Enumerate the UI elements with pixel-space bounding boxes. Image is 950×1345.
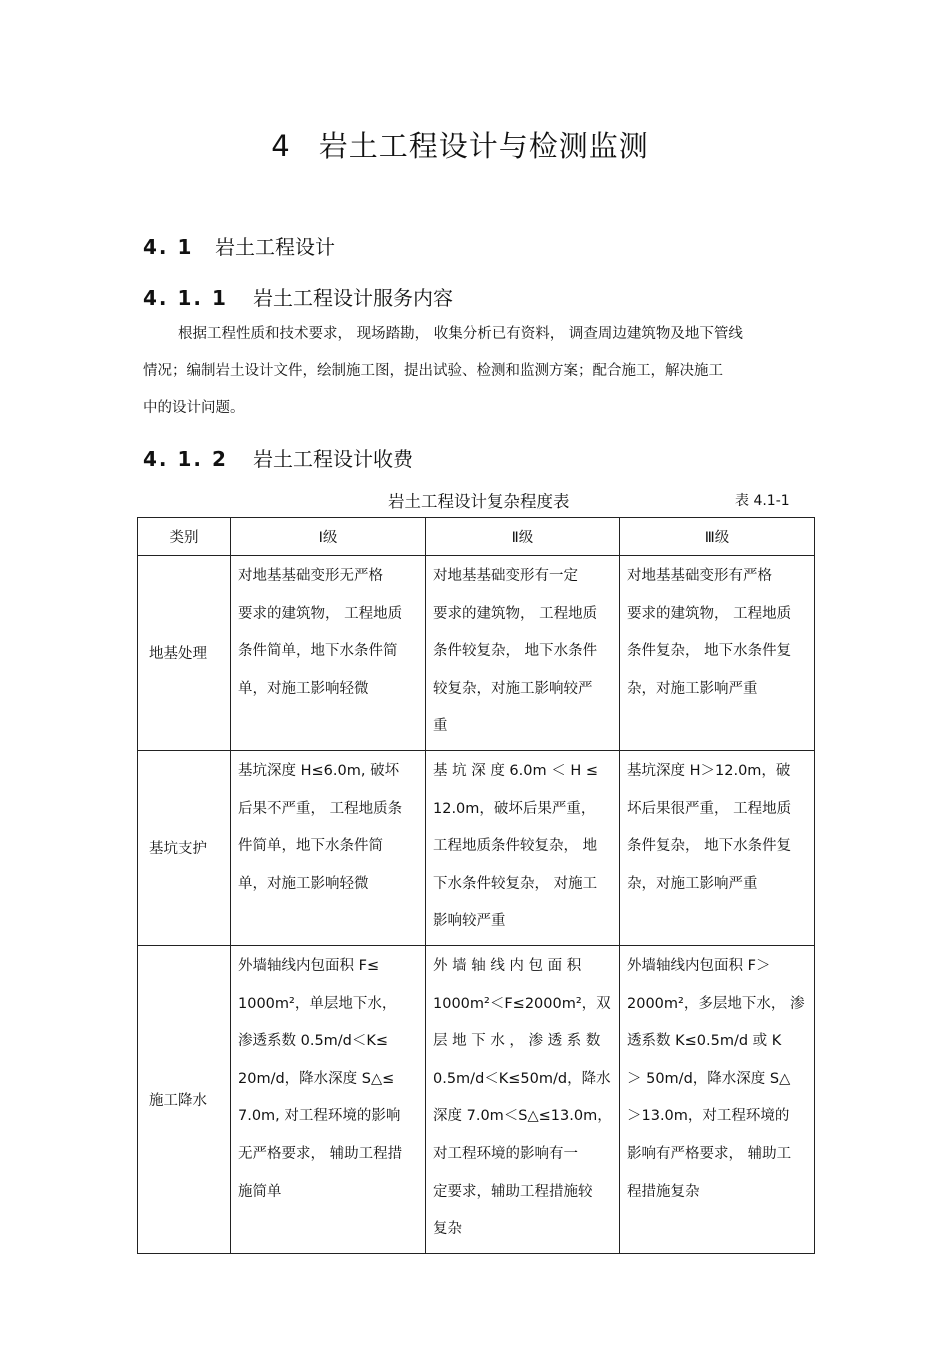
cell-line: 1000m²＜F≤2000m²，双 [433, 995, 611, 1012]
chapter-number: 4 [271, 129, 291, 163]
cell-line: 深度 7.0m＜S△≤13.0m， [433, 1108, 612, 1125]
cell-line: 20m/d，降水深度 S△≤ [238, 1070, 395, 1087]
cell-line: 下水条件较复杂， 对施工 [433, 875, 598, 892]
chapter-heading [0, 124, 920, 165]
cell-line: 单，对施工影响轻微 [238, 680, 369, 697]
cell-line: 坏后果很严重， 工程地质 [627, 800, 792, 817]
row-category: 地基处理 [138, 556, 231, 751]
table-row [138, 750, 815, 945]
cell-line: 程措施复杂 [627, 1183, 700, 1200]
grade-cell-c2 [426, 750, 620, 945]
paragraph-line: 根据工程性质和技术要求， 现场踏勘， 收集分析已有资料， 调查周边建筑物及地下管线 [178, 326, 743, 342]
cell-line: 复杂 [433, 1221, 462, 1238]
cell-line: 影响较严重 [433, 913, 506, 930]
section-heading-4-1-1 [143, 282, 453, 311]
cell-line: 基坑深度 H＞12.0m，破 [627, 762, 791, 779]
cell-text [627, 556, 807, 712]
cell-text [238, 946, 418, 1215]
cell-line: 1000m²，单层地下水， [238, 995, 397, 1012]
section-heading-4-1-2 [143, 443, 413, 472]
cell-line: ＞13.0m，对工程环境的 [627, 1108, 790, 1125]
cell-line: 渗透系数 0.5m/d＜K≤ [238, 1033, 389, 1050]
cell-line: 条件较复杂， 地下水条件 [433, 643, 598, 660]
cell-text [238, 751, 418, 907]
paragraph-line: 情况；编制岩土设计文件，绘制施工图，提出试验、检测和监测方案；配合施工，解决施工 [143, 363, 723, 379]
section-title: 岩土工程设计 [215, 235, 335, 259]
cell-line: 对工程环境的影响有一 [433, 1145, 578, 1162]
table-row [138, 945, 815, 1253]
section-number: 4. 1. 2 [143, 447, 228, 471]
cell-line: 外墙轴线内包面积 F≤ [238, 957, 380, 974]
cell-line: 杂，对施工影响严重 [627, 680, 758, 697]
table-caption: 岩土工程设计复杂程度表 [388, 492, 570, 511]
service-content-paragraph [143, 316, 803, 427]
header-grade-3: Ⅲ级 [620, 518, 815, 556]
paragraph-line: 中的设计问题。 [143, 400, 245, 416]
cell-line: 透系数 K≤0.5m/d 或 K [627, 1033, 782, 1050]
row-category: 施工降水 [138, 945, 231, 1253]
cell-text [433, 556, 612, 750]
cell-line: 条件复杂， 地下水条件复 [627, 643, 792, 660]
chapter-title: 岩土工程设计与检测监测 [318, 129, 649, 163]
cell-line: 对地基基础变形有一定 [433, 568, 578, 584]
header-grade-2: Ⅱ级 [426, 518, 620, 556]
table-number: 表 4.1-1 [735, 493, 790, 509]
grade-cell-c3 [620, 945, 815, 1253]
cell-line: ＞ 50m/d，降水深度 S△ [627, 1070, 791, 1087]
table-row [138, 556, 815, 751]
header-category: 类别 [138, 518, 231, 556]
grade-cell-c1 [231, 750, 426, 945]
cell-text [238, 556, 418, 712]
cell-line: 条件复杂， 地下水条件复 [627, 838, 792, 855]
cell-line: 定要求，辅助工程措施较 [433, 1183, 593, 1200]
grade-cell-c1 [231, 556, 426, 751]
cell-line: 基坑深度 H≤6.0m, 破坏 [238, 762, 400, 779]
cell-line: 基 坑 深 度 6.0m ＜ H ≤ [433, 762, 599, 779]
cell-line: 较复杂，对施工影响较严 [433, 680, 593, 697]
cell-line: 施简单 [238, 1183, 282, 1200]
cell-line: 2000m²，多层地下水， 渗 [627, 995, 805, 1012]
cell-line: 层 地 下 水 ， 渗 透 系 数 [433, 1033, 601, 1050]
row-category: 基坑支护 [138, 750, 231, 945]
cell-line: 7.0m, 对工程环境的影响 [238, 1108, 401, 1125]
grade-cell-c2 [426, 945, 620, 1253]
grade-cell-c2 [426, 556, 620, 751]
cell-line: 杂，对施工影响严重 [627, 875, 758, 892]
cell-line: 对地基基础变形无严格 [238, 568, 383, 584]
header-grade-1: Ⅰ级 [231, 518, 426, 556]
cell-line: 要求的建筑物， 工程地质 [627, 605, 792, 622]
cell-line: 件简单，地下水条件简 [238, 838, 383, 855]
cell-line: 要求的建筑物， 工程地质 [433, 605, 598, 622]
cell-line: 外墙轴线内包面积 F＞ [627, 957, 771, 974]
section-number: 4. 1. 1 [143, 286, 228, 310]
cell-line: 影响有严格要求， 辅助工 [627, 1145, 792, 1162]
cell-line: 12.0m，破坏后果严重， [433, 800, 596, 817]
cell-line: 后果不严重， 工程地质条 [238, 800, 403, 817]
cell-text [433, 946, 612, 1253]
section-title: 岩土工程设计服务内容 [253, 286, 453, 310]
cell-line: 外 墙 轴 线 内 包 面 积 [433, 957, 582, 974]
table-header-row [138, 518, 815, 556]
complexity-table [137, 517, 815, 1254]
cell-text [627, 946, 807, 1215]
cell-line: 工程地质条件较复杂， 地 [433, 838, 598, 855]
grade-cell-c1 [231, 945, 426, 1253]
section-number: 4. 1 [143, 235, 194, 259]
section-heading-4-1 [143, 231, 335, 260]
section-title: 岩土工程设计收费 [253, 447, 413, 471]
cell-text [433, 751, 612, 945]
cell-line: 重 [433, 718, 448, 735]
cell-line: 要求的建筑物， 工程地质 [238, 605, 403, 622]
cell-line: 条件简单，地下水条件简 [238, 643, 398, 660]
cell-line: 单，对施工影响轻微 [238, 875, 369, 892]
cell-text [627, 751, 807, 907]
grade-cell-c3 [620, 556, 815, 751]
cell-line: 对地基基础变形有严格 [627, 568, 772, 584]
cell-line: 无严格要求， 辅助工程措 [238, 1145, 403, 1162]
grade-cell-c3 [620, 750, 815, 945]
cell-line: 0.5m/d＜K≤50m/d，降水 [433, 1070, 611, 1087]
